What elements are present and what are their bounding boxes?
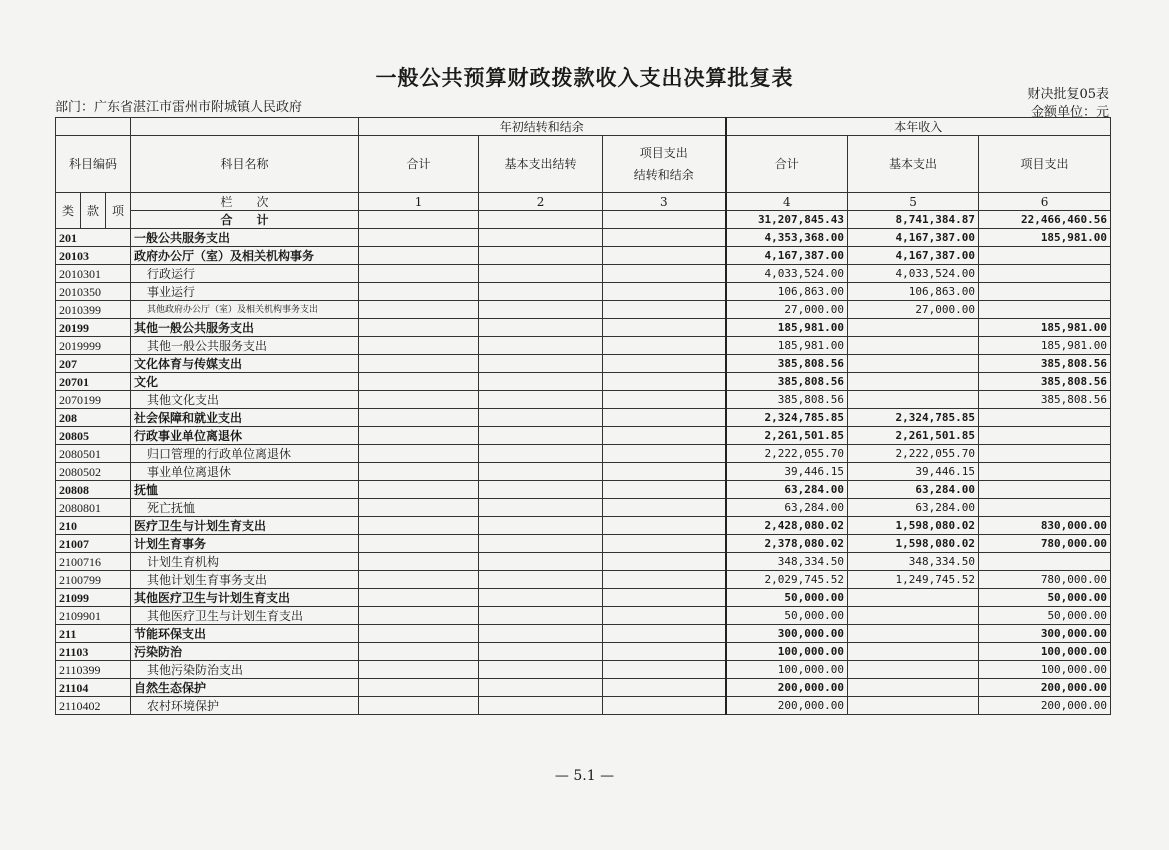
carryover-cell — [359, 553, 479, 571]
income-basic-cell: 106,863.00 — [848, 283, 979, 301]
income-total-cell: 27,000.00 — [726, 301, 848, 319]
income-total-cell: 185,981.00 — [726, 337, 848, 355]
carryover-cell — [479, 553, 603, 571]
subject-name: 一般公共服务支出 — [131, 229, 359, 247]
page-title: 一般公共预算财政拨款收入支出决算批复表 — [375, 65, 794, 90]
table-row — [56, 337, 1111, 355]
table-row — [56, 661, 1111, 679]
carryover-cell — [479, 229, 603, 247]
income-total-cell: 200,000.00 — [726, 679, 848, 697]
carryover-cell — [603, 391, 726, 409]
income-project-cell: 185,981.00 — [979, 337, 1111, 355]
carryover-cell — [603, 409, 726, 427]
carryover-cell — [479, 643, 603, 661]
subject-name: 抚恤 — [131, 481, 359, 499]
carryover-cell — [603, 535, 726, 553]
income-project-cell — [979, 481, 1111, 499]
income-project-cell: 200,000.00 — [979, 679, 1111, 697]
form-code: 财决批复05表 — [1027, 87, 1109, 102]
income-project-cell: 780,000.00 — [979, 535, 1111, 553]
header-xiang: 项 — [106, 193, 131, 229]
income-total-cell: 100,000.00 — [726, 661, 848, 679]
carryover-cell — [359, 463, 479, 481]
carryover-cell — [359, 265, 479, 283]
header-kuan: 款 — [81, 193, 106, 229]
income-project-cell — [979, 427, 1111, 445]
subject-name: 计划生育事务 — [131, 535, 359, 553]
carryover-cell — [359, 535, 479, 553]
income-basic-cell: 27,000.00 — [848, 301, 979, 319]
subject-code: 211 — [56, 625, 131, 643]
subject-name: 事业单位离退休 — [131, 463, 359, 481]
carryover-cell — [479, 517, 603, 535]
carryover-cell — [479, 319, 603, 337]
subject-name: 其他政府办公厅（室）及相关机构事务支出 — [131, 301, 359, 319]
table-row — [56, 553, 1111, 571]
subject-name: 行政事业单位离退休 — [131, 427, 359, 445]
income-project-cell: 830,000.00 — [979, 517, 1111, 535]
table-row — [56, 445, 1111, 463]
income-basic-cell — [848, 661, 979, 679]
income-project-cell — [979, 409, 1111, 427]
subject-code: 21099 — [56, 589, 131, 607]
carryover-cell — [603, 445, 726, 463]
subject-name: 其他计划生育事务支出 — [131, 571, 359, 589]
income-basic-cell: 1,249,745.52 — [848, 571, 979, 589]
amount-unit: 金额单位：元 — [1030, 105, 1109, 120]
subject-name: 医疗卫生与计划生育支出 — [131, 517, 359, 535]
table-row — [56, 679, 1111, 697]
carryover-cell — [479, 247, 603, 265]
header-project-carry — [603, 136, 726, 193]
col-index-5: 5 — [848, 193, 979, 211]
income-basic-cell: 4,167,387.00 — [848, 229, 979, 247]
income-project-cell: 50,000.00 — [979, 607, 1111, 625]
carryover-cell — [479, 571, 603, 589]
subject-name: 死亡抚恤 — [131, 499, 359, 517]
carryover-cell — [359, 589, 479, 607]
subject-code: 2010350 — [56, 283, 131, 301]
table-row — [56, 355, 1111, 373]
header-income-basic: 基本支出 — [848, 136, 979, 193]
income-basic-cell — [848, 625, 979, 643]
income-total-cell: 63,284.00 — [726, 499, 848, 517]
table-row — [56, 535, 1111, 553]
subject-name: 社会保障和就业支出 — [131, 409, 359, 427]
income-basic-cell: 2,222,055.70 — [848, 445, 979, 463]
carryover-cell — [479, 409, 603, 427]
income-project-cell: 385,808.56 — [979, 391, 1111, 409]
col-index-6: 6 — [979, 193, 1111, 211]
income-project-cell — [979, 499, 1111, 517]
income-total-cell: 39,446.15 — [726, 463, 848, 481]
carryover-cell — [603, 463, 726, 481]
subject-code: 20199 — [56, 319, 131, 337]
income-project-cell: 780,000.00 — [979, 571, 1111, 589]
income-total-cell: 50,000.00 — [726, 607, 848, 625]
subject-code: 21104 — [56, 679, 131, 697]
income-basic-cell — [848, 643, 979, 661]
carryover-cell — [359, 571, 479, 589]
carryover-cell — [603, 625, 726, 643]
table-row — [56, 517, 1111, 535]
subject-code: 20808 — [56, 481, 131, 499]
subject-code: 2019999 — [56, 337, 131, 355]
income-basic-cell — [848, 337, 979, 355]
income-basic-cell: 4,167,387.00 — [848, 247, 979, 265]
carryover-cell — [359, 355, 479, 373]
subject-code: 2110402 — [56, 697, 131, 715]
subject-name: 自然生态保护 — [131, 679, 359, 697]
header-lei: 类 — [56, 193, 81, 229]
subject-code: 20103 — [56, 247, 131, 265]
subject-code: 208 — [56, 409, 131, 427]
carryover-cell — [359, 625, 479, 643]
table-row — [56, 427, 1111, 445]
table-row — [56, 571, 1111, 589]
income-total-cell: 2,428,080.02 — [726, 517, 848, 535]
subject-name: 行政运行 — [131, 265, 359, 283]
carryover-cell — [603, 373, 726, 391]
income-project-cell: 385,808.56 — [979, 355, 1111, 373]
income-total-cell: 385,808.56 — [726, 391, 848, 409]
subject-code: 21103 — [56, 643, 131, 661]
income-basic-cell — [848, 679, 979, 697]
carryover-cell — [359, 643, 479, 661]
carryover-cell — [603, 553, 726, 571]
carryover-cell — [479, 391, 603, 409]
carryover-cell — [359, 301, 479, 319]
table-row — [56, 229, 1111, 247]
header-carryover-group: 年初结转和结余 — [359, 118, 726, 136]
subject-code: 20805 — [56, 427, 131, 445]
subject-name: 其他医疗卫生与计划生育支出 — [131, 607, 359, 625]
income-project-cell: 385,808.56 — [979, 373, 1111, 391]
carryover-cell — [359, 319, 479, 337]
table-row — [56, 283, 1111, 301]
header-income-group: 本年收入 — [726, 118, 1111, 136]
carryover-cell — [603, 355, 726, 373]
carryover-cell — [603, 301, 726, 319]
carryover-cell — [479, 337, 603, 355]
income-total-cell: 4,033,524.00 — [726, 265, 848, 283]
income-total-cell: 50,000.00 — [726, 589, 848, 607]
subject-code: 2080801 — [56, 499, 131, 517]
subject-code: 2070199 — [56, 391, 131, 409]
sum-income-total: 31,207,845.43 — [726, 211, 848, 229]
subject-code: 207 — [56, 355, 131, 373]
carryover-cell — [603, 643, 726, 661]
col-index-3: 3 — [603, 193, 726, 211]
table-row — [56, 697, 1111, 715]
carryover-cell — [479, 697, 603, 715]
carryover-cell — [359, 517, 479, 535]
income-total-cell: 2,261,501.85 — [726, 427, 848, 445]
col-index-1: 1 — [359, 193, 479, 211]
header-income-total: 合计 — [726, 136, 848, 193]
carryover-cell — [603, 607, 726, 625]
carryover-cell — [479, 625, 603, 643]
carryover-cell — [479, 589, 603, 607]
carryover-cell — [479, 463, 603, 481]
carryover-cell — [603, 697, 726, 715]
carryover-cell — [603, 589, 726, 607]
carryover-cell — [603, 319, 726, 337]
carryover-cell — [479, 445, 603, 463]
subject-name: 文化 — [131, 373, 359, 391]
income-basic-cell: 63,284.00 — [848, 499, 979, 517]
carryover-cell — [603, 229, 726, 247]
header-subject-code: 科目编码 — [56, 136, 131, 193]
income-total-cell: 2,029,745.52 — [726, 571, 848, 589]
carryover-cell — [479, 265, 603, 283]
carryover-cell — [603, 481, 726, 499]
income-basic-cell — [848, 373, 979, 391]
carryover-cell — [479, 607, 603, 625]
income-project-cell: 100,000.00 — [979, 643, 1111, 661]
table-row — [56, 409, 1111, 427]
col-index-4: 4 — [726, 193, 848, 211]
carryover-cell — [603, 517, 726, 535]
subject-name: 其他污染防治支出 — [131, 661, 359, 679]
income-basic-cell: 348,334.50 — [848, 553, 979, 571]
sum-label: 合 计 — [131, 211, 359, 229]
income-project-cell: 100,000.00 — [979, 661, 1111, 679]
carryover-cell — [479, 301, 603, 319]
subject-code: 21007 — [56, 535, 131, 553]
income-total-cell: 2,222,055.70 — [726, 445, 848, 463]
table-row — [56, 265, 1111, 283]
subject-name: 节能环保支出 — [131, 625, 359, 643]
subject-code: 2100799 — [56, 571, 131, 589]
income-project-cell — [979, 265, 1111, 283]
table-row — [56, 589, 1111, 607]
header-project-carry-line1: 项目支出 — [639, 146, 688, 160]
income-project-cell: 50,000.00 — [979, 589, 1111, 607]
table-row — [56, 481, 1111, 499]
subject-name: 其他一般公共服务支出 — [131, 319, 359, 337]
income-total-cell: 100,000.00 — [726, 643, 848, 661]
subject-code: 2080502 — [56, 463, 131, 481]
subject-code: 210 — [56, 517, 131, 535]
table-row — [56, 607, 1111, 625]
income-total-cell: 300,000.00 — [726, 625, 848, 643]
table-row — [56, 463, 1111, 481]
carryover-cell — [359, 661, 479, 679]
subject-code: 2080501 — [56, 445, 131, 463]
carryover-cell — [479, 661, 603, 679]
carryover-cell — [603, 661, 726, 679]
income-total-cell: 200,000.00 — [726, 697, 848, 715]
income-total-cell: 106,863.00 — [726, 283, 848, 301]
income-project-cell — [979, 553, 1111, 571]
carryover-cell — [603, 427, 726, 445]
subject-name: 归口管理的行政单位离退休 — [131, 445, 359, 463]
income-basic-cell — [848, 589, 979, 607]
subject-code: 201 — [56, 229, 131, 247]
sum-income-project: 22,466,460.56 — [979, 211, 1111, 229]
carryover-cell — [359, 247, 479, 265]
carryover-cell — [603, 337, 726, 355]
income-total-cell: 2,324,785.85 — [726, 409, 848, 427]
header-carry-total: 合计 — [359, 136, 479, 193]
income-total-cell: 63,284.00 — [726, 481, 848, 499]
carryover-cell — [603, 265, 726, 283]
income-basic-cell — [848, 697, 979, 715]
header-income-project: 项目支出 — [979, 136, 1111, 193]
carryover-cell — [603, 571, 726, 589]
department-label: 部门：广东省湛江市雷州市附城镇人民政府 — [55, 100, 303, 115]
income-total-cell: 385,808.56 — [726, 373, 848, 391]
page-number: — 5.1 — — [554, 768, 615, 784]
carryover-cell — [479, 373, 603, 391]
income-basic-cell — [848, 319, 979, 337]
carryover-cell — [359, 283, 479, 301]
income-project-cell — [979, 301, 1111, 319]
income-project-cell — [979, 247, 1111, 265]
income-basic-cell: 4,033,524.00 — [848, 265, 979, 283]
carryover-cell — [603, 679, 726, 697]
subject-name: 其他文化支出 — [131, 391, 359, 409]
carryover-cell — [603, 283, 726, 301]
income-basic-cell — [848, 355, 979, 373]
header-subject-name: 科目名称 — [131, 136, 359, 193]
income-project-cell: 300,000.00 — [979, 625, 1111, 643]
subject-name: 污染防治 — [131, 643, 359, 661]
income-project-cell: 185,981.00 — [979, 229, 1111, 247]
subject-name: 事业运行 — [131, 283, 359, 301]
carryover-cell — [479, 355, 603, 373]
carryover-cell — [359, 391, 479, 409]
income-basic-cell — [848, 607, 979, 625]
header-basic-carry: 基本支出结转 — [479, 136, 603, 193]
income-project-cell — [979, 283, 1111, 301]
table-row — [56, 373, 1111, 391]
income-basic-cell: 2,261,501.85 — [848, 427, 979, 445]
subject-code: 20701 — [56, 373, 131, 391]
carryover-cell — [479, 499, 603, 517]
income-basic-cell — [848, 391, 979, 409]
income-project-cell — [979, 445, 1111, 463]
carryover-cell — [359, 499, 479, 517]
carryover-cell — [359, 229, 479, 247]
income-total-cell: 385,808.56 — [726, 355, 848, 373]
table-row — [56, 301, 1111, 319]
carryover-cell — [479, 283, 603, 301]
carryover-cell — [359, 607, 479, 625]
subject-code: 2100716 — [56, 553, 131, 571]
income-total-cell: 348,334.50 — [726, 553, 848, 571]
table-row — [56, 625, 1111, 643]
subject-code: 2110399 — [56, 661, 131, 679]
carryover-cell — [603, 247, 726, 265]
subject-name: 文化体育与传媒支出 — [131, 355, 359, 373]
income-basic-cell: 1,598,080.02 — [848, 517, 979, 535]
table-row — [56, 319, 1111, 337]
income-total-cell: 4,167,387.00 — [726, 247, 848, 265]
subject-code: 2010399 — [56, 301, 131, 319]
carryover-cell — [359, 337, 479, 355]
subject-name: 农村环境保护 — [131, 697, 359, 715]
header-project-carry-line2: 结转和结余 — [633, 168, 694, 182]
table-row — [56, 499, 1111, 517]
income-total-cell: 2,378,080.02 — [726, 535, 848, 553]
carryover-cell — [359, 427, 479, 445]
income-project-cell: 185,981.00 — [979, 319, 1111, 337]
table-row — [56, 643, 1111, 661]
carryover-cell — [479, 679, 603, 697]
carryover-cell — [359, 409, 479, 427]
carryover-cell — [359, 679, 479, 697]
subject-code: 2109901 — [56, 607, 131, 625]
header-col-label: 栏 次 — [131, 193, 359, 211]
carryover-cell — [359, 373, 479, 391]
carryover-cell — [359, 445, 479, 463]
table-row — [56, 391, 1111, 409]
income-basic-cell: 63,284.00 — [848, 481, 979, 499]
subject-name: 政府办公厅（室）及相关机构事务 — [131, 247, 359, 265]
carryover-cell — [359, 481, 479, 499]
subject-name: 其他医疗卫生与计划生育支出 — [131, 589, 359, 607]
income-basic-cell: 39,446.15 — [848, 463, 979, 481]
subject-name: 计划生育机构 — [131, 553, 359, 571]
income-project-cell: 200,000.00 — [979, 697, 1111, 715]
income-basic-cell: 2,324,785.85 — [848, 409, 979, 427]
carryover-cell — [479, 535, 603, 553]
carryover-cell — [359, 697, 479, 715]
income-basic-cell: 1,598,080.02 — [848, 535, 979, 553]
carryover-cell — [603, 499, 726, 517]
subject-code: 2010301 — [56, 265, 131, 283]
table-row — [56, 247, 1111, 265]
carryover-cell — [479, 481, 603, 499]
income-total-cell: 4,353,368.00 — [726, 229, 848, 247]
carryover-cell — [479, 427, 603, 445]
budget-table — [55, 117, 1111, 715]
subject-name: 其他一般公共服务支出 — [131, 337, 359, 355]
income-project-cell — [979, 463, 1111, 481]
col-index-2: 2 — [479, 193, 603, 211]
sum-income-basic: 8,741,384.87 — [848, 211, 979, 229]
income-total-cell: 185,981.00 — [726, 319, 848, 337]
